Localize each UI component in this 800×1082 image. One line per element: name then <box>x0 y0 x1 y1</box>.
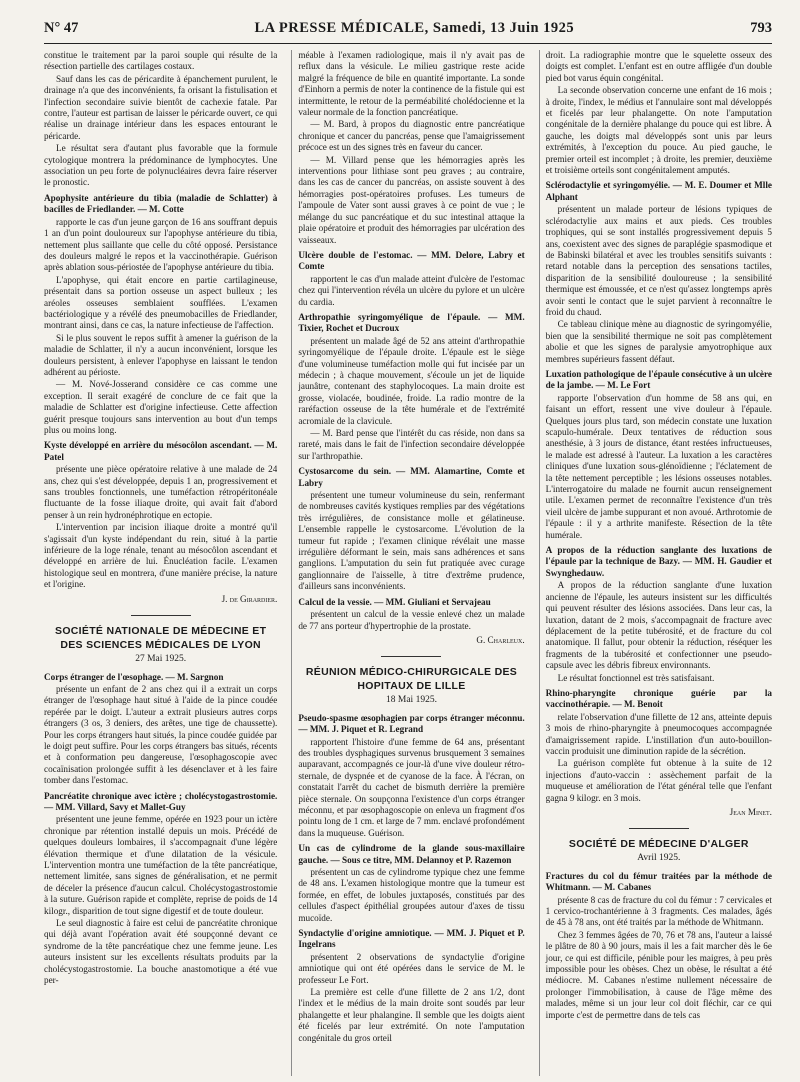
paragraph: présente 8 cas de fracture du col du fémur : 7 cervicales et 1 cervico-trochantérienne à 3 fragments. Ces malades, âgés de 45 à 78 ans, ont été traités par la méthode de Whitmann. <box>545 894 772 928</box>
communication-heading: Sclérodactylie et syringomyélie. — M. E. Doumer et Mlle Alphant <box>545 180 772 202</box>
society-heading: SOCIÉTÉ DE MÉDECINE D'ALGER <box>568 838 749 851</box>
paragraph: Le seul diagnostic à faire est celui de pancréatite chronique qui déjà avant l'opération avait été soupçonné devant ce syndrome de la tête pancréatique chez une femme jeune. Les auteurs insistent sur les excellents résultats produits par la cholécystogastrostomie. La bouche anastomotique a été vue per- <box>44 918 278 986</box>
communication-heading: Apophysite antérieure du tibia (maladie de Schlatter) à bacilles de Friedlander. — M. Cotte <box>44 192 278 215</box>
paragraph: Chez 3 femmes âgées de 70, 76 et 78 ans, l'auteur a laissé le plâtre de 80 à 90 jours, mais il les a fait marcher dès le 6e jour, ce qui est difficile, pénible pour les maigres, à peu près impossible pour les obèses. Chez un obèse, le résultat a été médiocre. M. Cabanes n'estime nullement nécessaire de prolonger l'immobilisation, à cause de l'âge même des malades, même si un jour leur col doit fléchir, car ce qui importe c'est de permettre dans de tels cas <box>545 929 772 1020</box>
communication-heading: Fractures du col du fémur traitées par la méthode de Whitmann. — M. Cabanes <box>545 870 772 893</box>
paragraph: présentent un malade âgé de 52 ans atteint d'arthropathie syringomyélique de l'épaule droite. L'épaule est le siège d'une volumineuse tuméfaction molle qui fut incisée par un médecin ; à chaque mouvement, s'écoule un jet de liquide jaunâtre, contenant des staphylocoques. La main droite est grosse, violacée, boudinée, froide. La radio montre de la raréfaction osseuse de la tête humérale et de l'extrémité acromiale de la clavicule. <box>298 335 525 426</box>
author-signature: G. Charleux. <box>476 634 525 645</box>
communication-heading: A propos de la réduction sanglante des luxations de l'épaule par la technique de Bazy. — MM. H. Gaudier et Swynghedauw. <box>545 545 772 578</box>
session-date: 27 Mai 1925. <box>135 654 187 665</box>
paragraph: A propos de la réduction sanglante d'une luxation ancienne de l'épaule, les auteurs insistent sur les difficultés qui peuvent résulter des lésions associées. Dans leur cas, la luxation, datant de 2 mois, s'accompagnait de fracture avec déplacement de la petite tubérosité, et de fracture du col anatomique. Il fallut, pour obtenir la réduction, réséquer les fragments de la tubérosité et confectionner une pseudo-capsule avec les débris fibreux environnants. <box>545 580 772 671</box>
communication-heading: Corps étranger de l'œsophage. — M. Sargnon <box>44 671 224 682</box>
author-signature: J. de Girardier. <box>221 593 278 604</box>
session-date: Avril 1925. <box>637 853 681 864</box>
paragraph: constitue le traitement par la paroi souple qui résulte de la résection partielle des cartilages costaux. <box>44 50 278 72</box>
issue-number: N° 47 <box>44 20 79 36</box>
page-number: 793 <box>750 20 772 36</box>
paragraph: Le résultat sera d'autant plus favorable que la formule cytologique montrera la prédominance de lymphocytes. Une association un peu forte de polynucléaires devra faire réserver le pronostic. <box>44 143 278 188</box>
society-heading: RÉUNION MÉDICO-CHIRURGICALE DES HOPITAUX DE LILLE <box>305 666 518 693</box>
paragraph: — M. Bard pense que l'intérêt du cas réside, non dans sa rareté, mais dans le fait de l'infection secondaire développée sur l'arthropathie. <box>298 428 525 461</box>
section-divider <box>629 828 689 829</box>
paragraph: rapporte l'observation d'un homme de 58 ans qui, en faisant un effort, ressent une vive douleur à l'épaule. Quelques jours plus tard, son médecin constate une luxation scapulo-humérale. Deux tentatives de réduction sous anesthésie, à 3 jours de distance, étant restées infructueuses, le malade est adressé à l'auteur. La luxation a les caractères cliniques d'une luxation sous-glénoïdienne ; l'éclatement de la tête nettement perceptible ; les lésions osseuses notables. L'interrogatoire du malade ne fournit aucun renseignement utile. L'examen permet de reconnaître l'existence d'un très vieil ulcère de jambe suppurant et non avoué. Arthrotomie de l'épaule : il y a arthrite manifeste. Résection de la tête humérale. <box>545 392 772 540</box>
communication-heading: Rhino-pharyngite chronique guérie par la vaccinothérapie. — M. Benoit <box>545 687 772 710</box>
communication-heading: Pancréatite chronique avec ictère ; cholécystogastrostomie. — MM. Villard, Savy et Mallet-Guy <box>44 790 278 812</box>
paragraph: L'intervention par incision iliaque droite a montré qu'il s'agissait d'un kyste indépendant du rein, situé à la partie inférieure de la loge rénale, tenant au mésocôlon ascendant et développé en arrière de lui. Énucléation facile. L'examen histologique seul en montrera, d'une manière précise, la nature et l'origine. <box>44 522 278 590</box>
paragraph: La première est celle d'une fillette de 2 ans 1/2, dont l'index et le médius de la main droite sont soudés par leur phalangette et leur phalangine. Il semble que les doigts aient été ficelés par leur extrémité. On note l'amputation congénitale du gros orteil <box>298 987 525 1043</box>
journal-title: LA PRESSE MÉDICALE, Samedi, 13 Juin 1925 <box>254 20 575 36</box>
communication-heading: Pseudo-spasme œsophagien par corps étranger méconnu. — MM. J. Piquet et R. Legrand <box>298 712 525 735</box>
column-3 <box>539 50 772 1076</box>
paragraph: — M. Bard, à propos du diagnostic entre pancréatique chronique et cancer du pancréas, pense que l'amaigrissement précoce est un des signes très en faveur du cancer. <box>298 119 525 153</box>
column-2 <box>291 50 524 1076</box>
paragraph: L'apophyse, qui était encore en partie cartilagineuse, présentait dans sa portion osseuse un aspect bulleux ; les aréoles osseuses semblaient soufflées. L'examen bactériologique y a révélé des pneumobacilles de Friedlander, montrant ainsi, dans ce cas, la nature infectieuse de l'affection. <box>44 274 278 331</box>
paragraph: présentent une jeune femme, opérée en 1923 pour un ictère chronique par rétention installé depuis un mois. Précédé de quelques douleurs lombaires, il s'accompagnait d'une légère élévation thermique et d'une dilatation de la vésicule. L'intervention montra une tuméfaction de la tête pancréatique, nettement limitée, sans signes de généralisation, et ne permit de déceler la présence d'aucun calcul. Cholécystogastrostomie à la suture. Guérison rapide et complète, reprise de poids de 14 kilogr., disparition de tout signe digestif et de toute douleur. <box>44 814 278 916</box>
paragraph: présente une pièce opératoire relative à une malade de 24 ans, chez qui s'est développée, depuis 1 an, progressivement et sans troubles fonctionnels, une tuméfaction rétropéritonéale fluctuante de la fosse iliaque droite, qui avait fait d'abord penser à un rein hydronéphrotique en ectopie. <box>44 464 278 520</box>
paragraph: Sauf dans les cas de péricardite à épanchement purulent, le drainage n'a que des inconvénients, fa orisant la fistulisation et l'infection secondaire suivie bientôt de cachexie fatale. Par contre, l'auteur est partisan de laisser le péricarde ouvert, ce qui réalise un drainage intérieur dans les espaces entourant le péricarde. <box>44 73 278 141</box>
communication-heading: Calcul de la vessie. — MM. Giuliani et Servajeau <box>298 596 491 607</box>
paragraph: La seconde observation concerne une enfant de 16 mois ; à droite, l'index, le médius et l'annulaire sont mal développés et ficelés par leur phalangette. On note l'amputation congénitale de la dernière phalange du pouce qui est libre. À gauche, les doigts mal développés sont unis par leurs extrémités, à l'exception du pouce. Au pied gauche, le premier orteil est incomplet ; à droite, les premier, deuxième et troisième orteils sont congénitalement amputés. <box>545 85 772 176</box>
author-signature: Jean Minet. <box>729 807 772 817</box>
paragraph: présentent un malade porteur de lésions typiques de sclérodactylie aux mains et aux pieds. Ces troubles trophiques, qui se sont installés progressivement depuis 5 ans, coexistent avec des signes de paraplégie spasmodique et de Babinski bilatéral et avec les troubles sensitifs suivants : retard notable dans la perception des sensations tactiles, disparition de la sensibilité douloureuse ; la sensibilité thermique est émoussée, et ce n'est qu'assez longtemps après avoir senti le contact que le sujet parvient à reconnaître le froid du chaud. <box>545 204 772 317</box>
paragraph: Ce tableau clinique mène au diagnostic de syringomyélie, bien que la sensibilité thermique ne soit pas complètement abolie et que les signes de paralysie amyotrophique aux membres supérieurs fassent défaut. <box>545 319 772 364</box>
paragraph: rapportent l'histoire d'une femme de 64 ans, présentant des troubles dysphagiques survenus brusquement 3 semaines auparavant, accompagnés ce jour-là d'une vive douleur rétro-sternale, de dyspnée et de cyanose de la face. À l'écran, on constatait l'arrêt du cachet de bismuth derrière la première pièce sternale. On soupçonna l'existence d'un corps étranger méconnu, et par œsophagoscopie on enleva un fragment d'os pointu long de 1 cm. et large de 7 mm. enclavé profondément dans la muqueuse. Guérison. <box>298 736 525 838</box>
paragraph: présente un enfant de 2 ans chez qui il a extrait un corps étranger de l'œsophage haut situé à l'aide de la pince coudée repérée par le doigt. L'auteur a extrait plusieurs autres corps étrangers (3 os, 3 deniers, des arêtes, une tige de chaussette). Pour les corps étrangers haut situés, la pince coudée guidée par le doigt peut suffire. Pour les corps étrangers bas situés, récents et à conformation peu dangereuse, l'œsophagoscopie avec cocaïnisation prolongée suffit à les désenclaver et à les faire tomber dans l'estomac. <box>44 683 278 786</box>
column-1 <box>44 50 277 1076</box>
communication-heading: Cystosarcome du sein. — MM. Alamartine, Comte et Labry <box>298 466 525 488</box>
section-divider <box>131 615 191 616</box>
paragraph: La guérison complète fut obtenue à la suite de 12 injections d'auto-vaccin : assèchement parfait de la muqueuse et amélioration de l'état général telle que l'enfant gagna 9 kilogr. en 3 mois. <box>545 758 772 803</box>
communication-heading: Luxation pathologique de l'épaule consécutive à un ulcère de la jambe. — M. Le Fort <box>545 368 772 391</box>
article-columns <box>44 50 772 1076</box>
paragraph: Si le plus souvent le repos suffit à amener la guérison de la maladie de Schlatter, il n'y a aucun inconvénient, lorsque les douleurs persistent, à enlever l'apophyse en laissant le tendon adhérent au périoste. <box>44 332 278 377</box>
society-heading: SOCIÉTÉ NATIONALE DE MÉDECINE ET DES SCIENCES MÉDICALES DE LYON <box>55 625 267 652</box>
paragraph: relate l'observation d'une fillette de 12 ans, atteinte depuis 3 mois de rhino-pharyngite à pneumocoques accompagnée d'amaigrissement rapide. L'instillation d'un auto-bouillon-vaccin produisit une diminution rapide de la sécrétion. <box>545 711 772 756</box>
paragraph: présentent un cas de cylindrome typique chez une femme de 48 ans. L'examen histologique montre que la tumeur est formée, en effet, de lobules juxtaposés, constitués par des cellules d'aspect épithélial groupées autour d'axes de tissu mucoïde. <box>298 867 525 923</box>
section-divider <box>381 656 441 657</box>
paragraph: présentent une tumeur volumineuse du sein, renfermant de nombreuses cavités kystiques remplies par des végétations très irrégulières, de consistance molle et gélatineuse. L'ensemble rappelle le cystosarcome. L'évolution de la tumeur fut rapide ; l'examen clinique révélait une masse irrégulière déformant le sein, mais sans adhérences et sans ganglions. L'amputation du sein fut pratiquée avec curage ganglionnaire de l'aisselle, à titre d'extrême prudence, d'ailleurs sans inconvénients. <box>298 490 525 592</box>
paragraph: droit. La radiographie montre que le squelette osseux des doigts est complet. L'enfant est en outre affligée d'un double pied bot varus équin congénital. <box>545 50 772 83</box>
session-date: 18 Mai 1925. <box>386 695 437 706</box>
page-header <box>44 20 772 44</box>
paragraph: présentent 2 observations de syndactylie d'origine amniotique qui ont été opérées dans le service de M. le professeur Le Fort. <box>298 951 525 985</box>
paragraph: rapporte le cas d'un jeune garçon de 16 ans souffrant depuis 1 an d'un point douloureux sur l'apophyse antérieure du tibia, nettement plus saillante que celle du côté opposé. Persistance des douleurs malgré le repos et la vaccinothérapie. Guérison après ablation sous-périostée de l'apophyse antérieure du tibia. <box>44 216 278 273</box>
paragraph: — M. Villard pense que les hémorragies après les interventions pour lithiase sont peu graves ; au contraire, dans les cas de cancer du pancréas, on assiste souvent à des hémorragies post-opératoires profuses. Les tumeurs de l'ampoule de Vater sont aussi graves à ce point de vue ; le mélange du suc pancréatique et du suc intestinal attaque la plaie opératoire et produit des hémorragies par ulcération des vaisseaux. <box>298 154 525 245</box>
paragraph: présentent un calcul de la vessie enlevé chez un malade de 77 ans porteur d'hypertrophie de la prostate. <box>298 609 525 631</box>
paragraph: méable à l'examen radiologique, mais il n'y avait pas de reflux dans la vésicule. Le milieu gastrique reste acide malgré la fréquence de bile en quantité importante. La sonde d'Einhorn a permis de noter la continence de la fistule qui est intermittente, le retour de la perméabilité cholédocienne et la valeur normale de la fonction pancréatique. <box>298 50 525 118</box>
communication-heading: Arthropathie syringomyélique de l'épaule. — MM. Tixier, Rochet et Ducroux <box>298 311 525 334</box>
communication-heading: Un cas de cylindrome de la glande sous-maxillaire gauche. — Sous ce titre, MM. Delannoy et P. Razemon <box>298 843 525 865</box>
paragraph: — M. Nové-Josserand considère ce cas comme une exception. Il serait exagéré de conclure de ce fait que la maladie de Schlatter est d'origine infectieuse. Cette affection guérit presque toujours sans intervention au bout d'un temps plus ou moins long. <box>44 379 278 435</box>
communication-heading: Kyste développé en arrière du mésocôlon ascendant. — M. Patel <box>44 440 278 462</box>
communication-heading: Ulcère double de l'estomac. — MM. Delore, Labry et Comte <box>298 249 525 272</box>
communication-heading: Syndactylie d'origine amniotique. — MM. J. Piquet et P. Ingelrans <box>298 928 525 950</box>
paragraph: rapportent le cas d'un malade atteint d'ulcère de l'estomac chez qui l'intervention révéla un ulcère du pylore et un ulcère du cardia. <box>298 273 525 307</box>
paragraph: Le résultat fonctionnel est très satisfaisant. <box>557 672 715 683</box>
